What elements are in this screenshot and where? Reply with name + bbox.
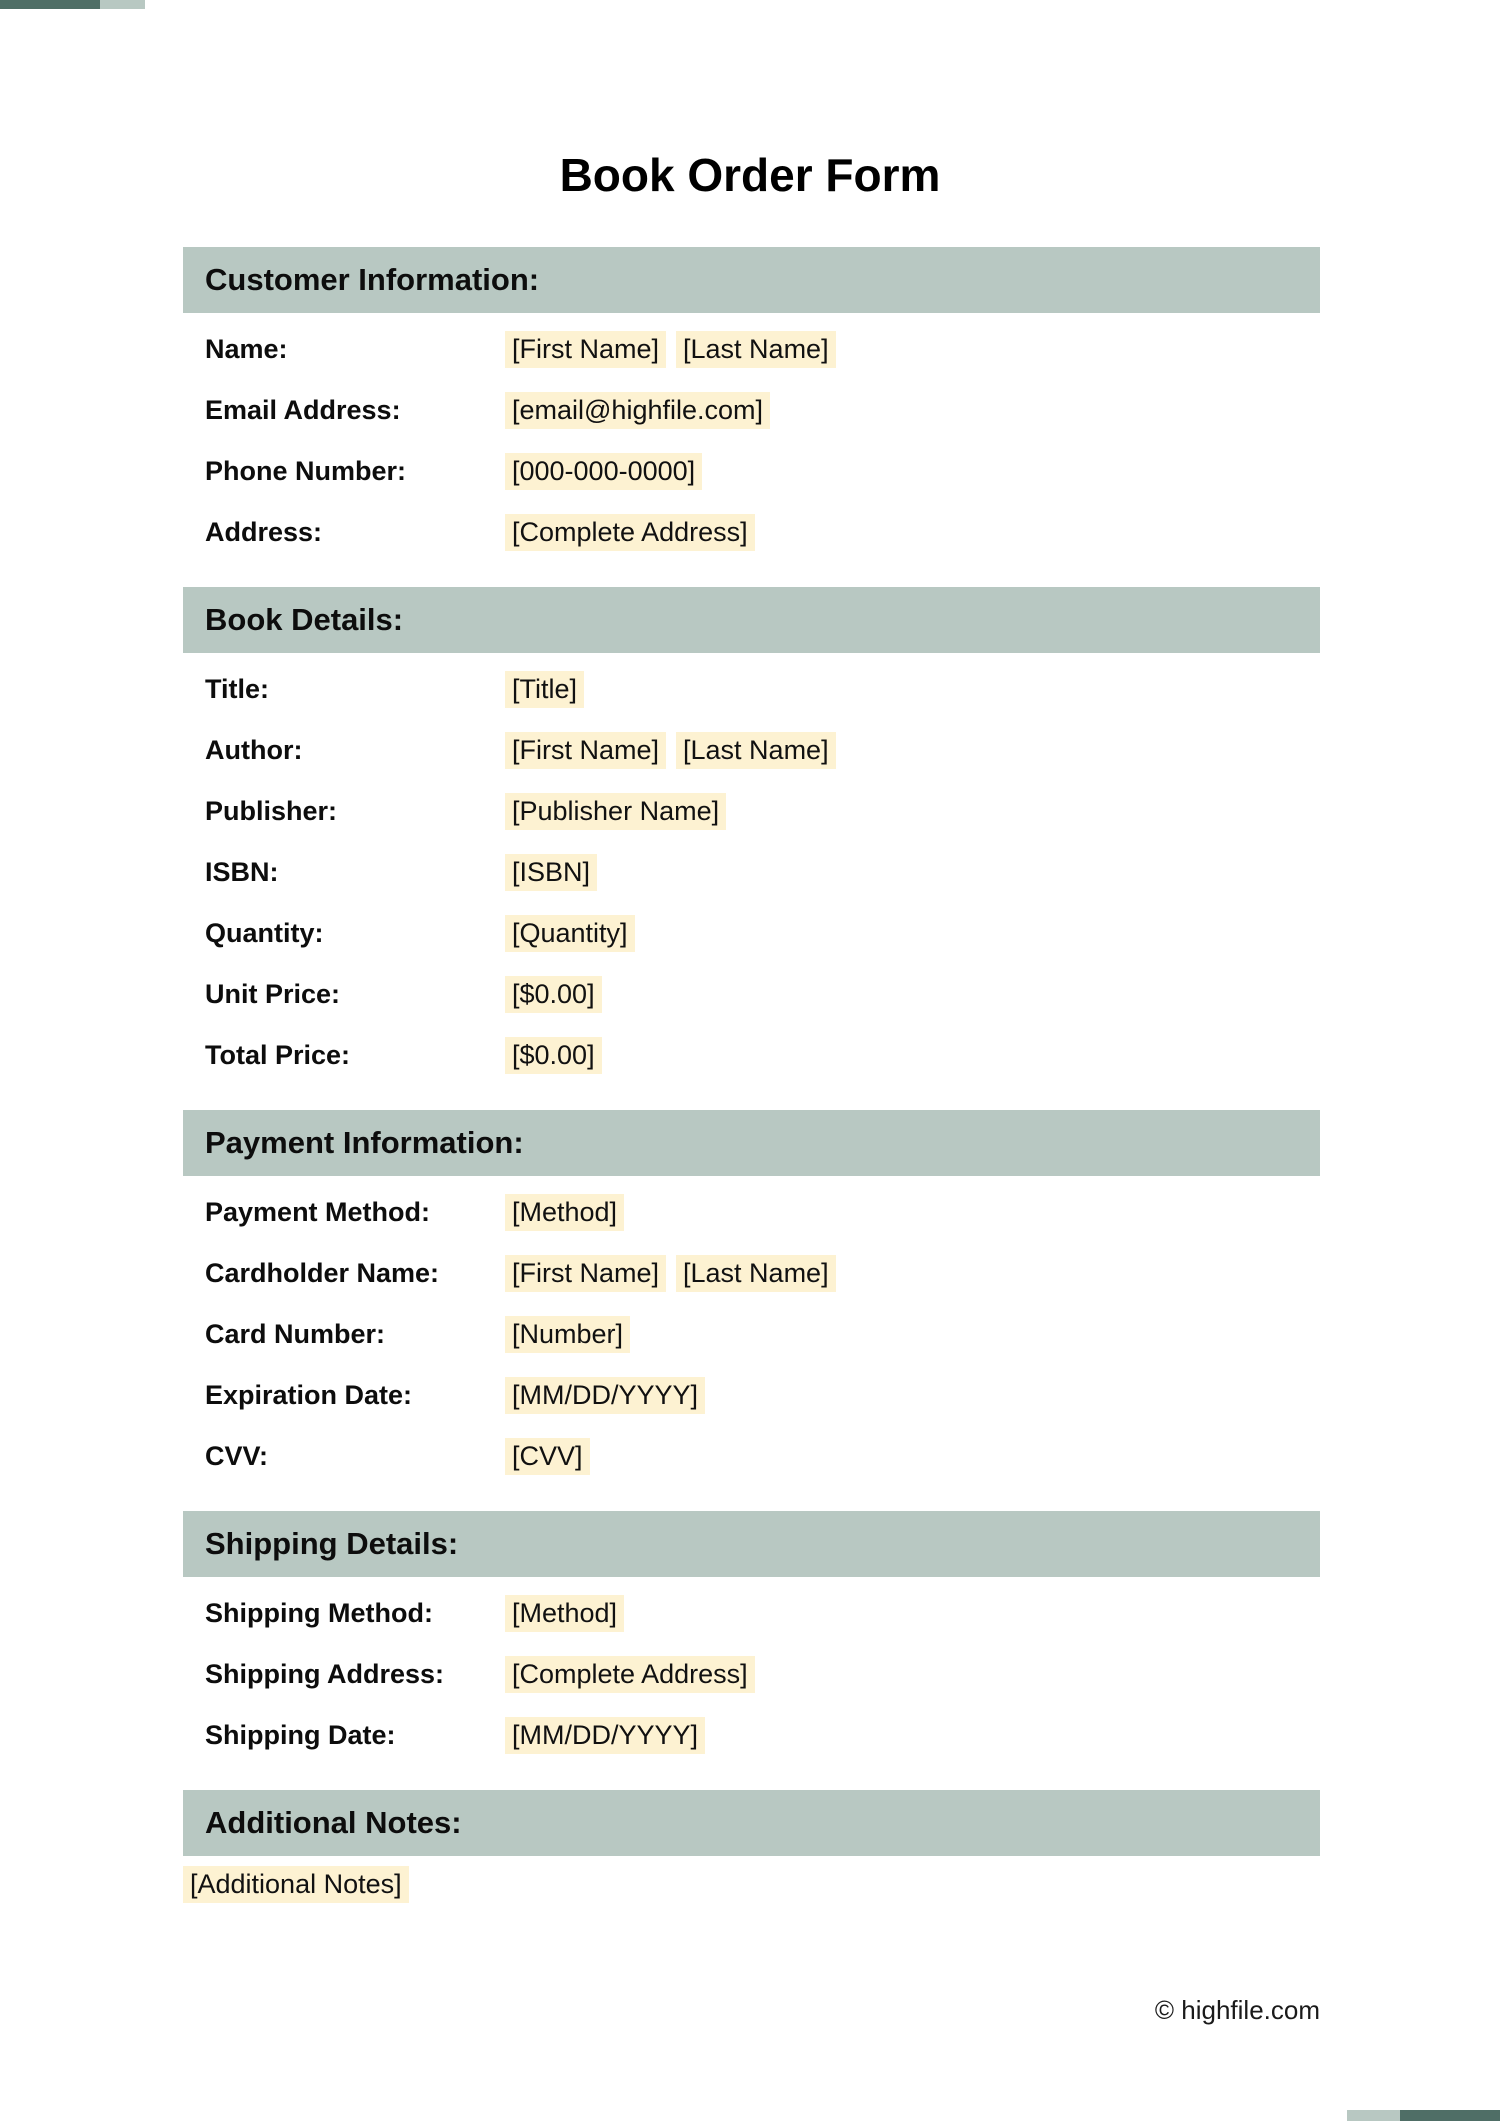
placeholder-unit-price[interactable]: [$0.00] xyxy=(505,976,602,1013)
section-body-payment-information xyxy=(183,1176,1320,1487)
section-body-customer-information xyxy=(183,313,1320,563)
bottom-right-accent-bar-light xyxy=(1347,2110,1400,2121)
field-values-name xyxy=(505,331,836,368)
bottom-right-accent-bar-dark xyxy=(1400,2110,1500,2121)
field-values-expiration-date xyxy=(505,1377,705,1414)
placeholder-quantity[interactable]: [Quantity] xyxy=(505,915,635,952)
field-label-publisher: Publisher: xyxy=(205,796,338,826)
field-row-shipping-address xyxy=(205,1644,1320,1705)
section-body-additional-notes xyxy=(183,1856,1320,1903)
field-row-cvv xyxy=(205,1426,1320,1487)
field-row-address xyxy=(205,502,1320,563)
section-heading-additional-notes: Additional Notes: xyxy=(183,1790,1320,1856)
field-values-total-price xyxy=(505,1037,602,1074)
placeholder-cardholder-first-name[interactable]: [First Name] xyxy=(505,1255,666,1292)
field-values-unit-price xyxy=(505,976,602,1013)
section-heading-payment-information: Payment Information: xyxy=(183,1110,1320,1176)
section-customer-information xyxy=(183,247,1320,563)
field-row-quantity xyxy=(205,903,1320,964)
field-values-email-address xyxy=(505,392,770,429)
field-row-shipping-method xyxy=(205,1583,1320,1644)
placeholder-cardholder-last-name[interactable]: [Last Name] xyxy=(676,1255,836,1292)
field-label-cardholder-name: Cardholder Name: xyxy=(205,1258,440,1288)
field-row-phone-number xyxy=(205,441,1320,502)
placeholder-expiration-date[interactable]: [MM/DD/YYYY] xyxy=(505,1377,705,1414)
field-label-author: Author: xyxy=(205,735,303,765)
placeholder-author-last-name[interactable]: [Last Name] xyxy=(676,732,836,769)
placeholder-last-name[interactable]: [Last Name] xyxy=(676,331,836,368)
field-label-total-price: Total Price: xyxy=(205,1040,351,1070)
field-label-shipping-date: Shipping Date: xyxy=(205,1720,396,1750)
field-values-card-number xyxy=(505,1316,630,1353)
field-label-shipping-method: Shipping Method: xyxy=(205,1598,433,1628)
field-label-card-number: Card Number: xyxy=(205,1319,386,1349)
field-label-address: Address: xyxy=(205,517,323,547)
field-label-phone-number: Phone Number: xyxy=(205,456,407,486)
placeholder-total-price[interactable]: [$0.00] xyxy=(505,1037,602,1074)
field-values-shipping-method xyxy=(505,1595,624,1632)
field-label-shipping-address: Shipping Address: xyxy=(205,1659,445,1689)
field-values-address xyxy=(505,514,755,551)
field-values-shipping-address xyxy=(505,1656,755,1693)
footer-credit: © highfile.com xyxy=(1154,1995,1320,2025)
field-row-title xyxy=(205,659,1320,720)
placeholder-first-name[interactable]: [First Name] xyxy=(505,331,666,368)
placeholder-phone[interactable]: [000-000-0000] xyxy=(505,453,702,490)
section-additional-notes xyxy=(183,1790,1320,1903)
section-heading-customer-information: Customer Information: xyxy=(183,247,1320,313)
field-values-publisher xyxy=(505,793,726,830)
field-label-quantity: Quantity: xyxy=(205,918,324,948)
section-body-shipping-details xyxy=(183,1577,1320,1766)
page-title: Book Order Form xyxy=(559,149,941,201)
top-left-accent-bar-light xyxy=(100,0,145,9)
field-row-email-address xyxy=(205,380,1320,441)
placeholder-author-first-name[interactable]: [First Name] xyxy=(505,732,666,769)
field-values-author xyxy=(505,732,836,769)
placeholder-email[interactable]: [email@highfile.com] xyxy=(505,392,770,429)
field-values-title xyxy=(505,671,584,708)
field-values-quantity xyxy=(505,915,635,952)
placeholder-payment-method[interactable]: [Method] xyxy=(505,1194,624,1231)
field-row-isbn xyxy=(205,842,1320,903)
field-row-payment-method xyxy=(205,1182,1320,1243)
section-body-book-details xyxy=(183,653,1320,1086)
field-row-author xyxy=(205,720,1320,781)
field-row-expiration-date xyxy=(205,1365,1320,1426)
top-left-accent-bar-dark xyxy=(0,0,100,9)
field-label-expiration-date: Expiration Date: xyxy=(205,1380,413,1410)
field-values-cvv xyxy=(505,1438,590,1475)
field-row-name xyxy=(205,319,1320,380)
section-heading-shipping-details: Shipping Details: xyxy=(183,1511,1320,1577)
field-label-payment-method: Payment Method: xyxy=(205,1197,431,1227)
field-values-shipping-date xyxy=(505,1717,705,1754)
placeholder-isbn[interactable]: [ISBN] xyxy=(505,854,597,891)
placeholder-shipping-method[interactable]: [Method] xyxy=(505,1595,624,1632)
field-row-shipping-date xyxy=(205,1705,1320,1766)
form-content xyxy=(183,247,1320,1903)
field-label-email-address: Email Address: xyxy=(205,395,401,425)
placeholder-cvv[interactable]: [CVV] xyxy=(505,1438,590,1475)
field-label-name: Name: xyxy=(205,334,288,364)
field-row-unit-price xyxy=(205,964,1320,1025)
section-heading-book-details: Book Details: xyxy=(183,587,1320,653)
section-shipping-details xyxy=(183,1511,1320,1766)
placeholder-address[interactable]: [Complete Address] xyxy=(505,514,755,551)
placeholder-publisher[interactable]: [Publisher Name] xyxy=(505,793,726,830)
placeholder-shipping-address[interactable]: [Complete Address] xyxy=(505,1656,755,1693)
field-values-isbn xyxy=(505,854,597,891)
placeholder-book-title[interactable]: [Title] xyxy=(505,671,584,708)
placeholder-additional-notes[interactable]: [Additional Notes] xyxy=(183,1866,409,1903)
field-label-unit-price: Unit Price: xyxy=(205,979,341,1009)
field-values-payment-method xyxy=(505,1194,624,1231)
field-row-card-number xyxy=(205,1304,1320,1365)
section-payment-information xyxy=(183,1110,1320,1487)
placeholder-shipping-date[interactable]: [MM/DD/YYYY] xyxy=(505,1717,705,1754)
placeholder-card-number[interactable]: [Number] xyxy=(505,1316,630,1353)
field-label-isbn: ISBN: xyxy=(205,857,279,887)
field-label-title: Title: xyxy=(205,674,270,704)
field-row-total-price xyxy=(205,1025,1320,1086)
field-row-cardholder-name xyxy=(205,1243,1320,1304)
field-values-phone-number xyxy=(505,453,702,490)
field-row-publisher xyxy=(205,781,1320,842)
field-values-cardholder-name xyxy=(505,1255,836,1292)
field-label-cvv: CVV: xyxy=(205,1441,269,1471)
section-book-details xyxy=(183,587,1320,1086)
